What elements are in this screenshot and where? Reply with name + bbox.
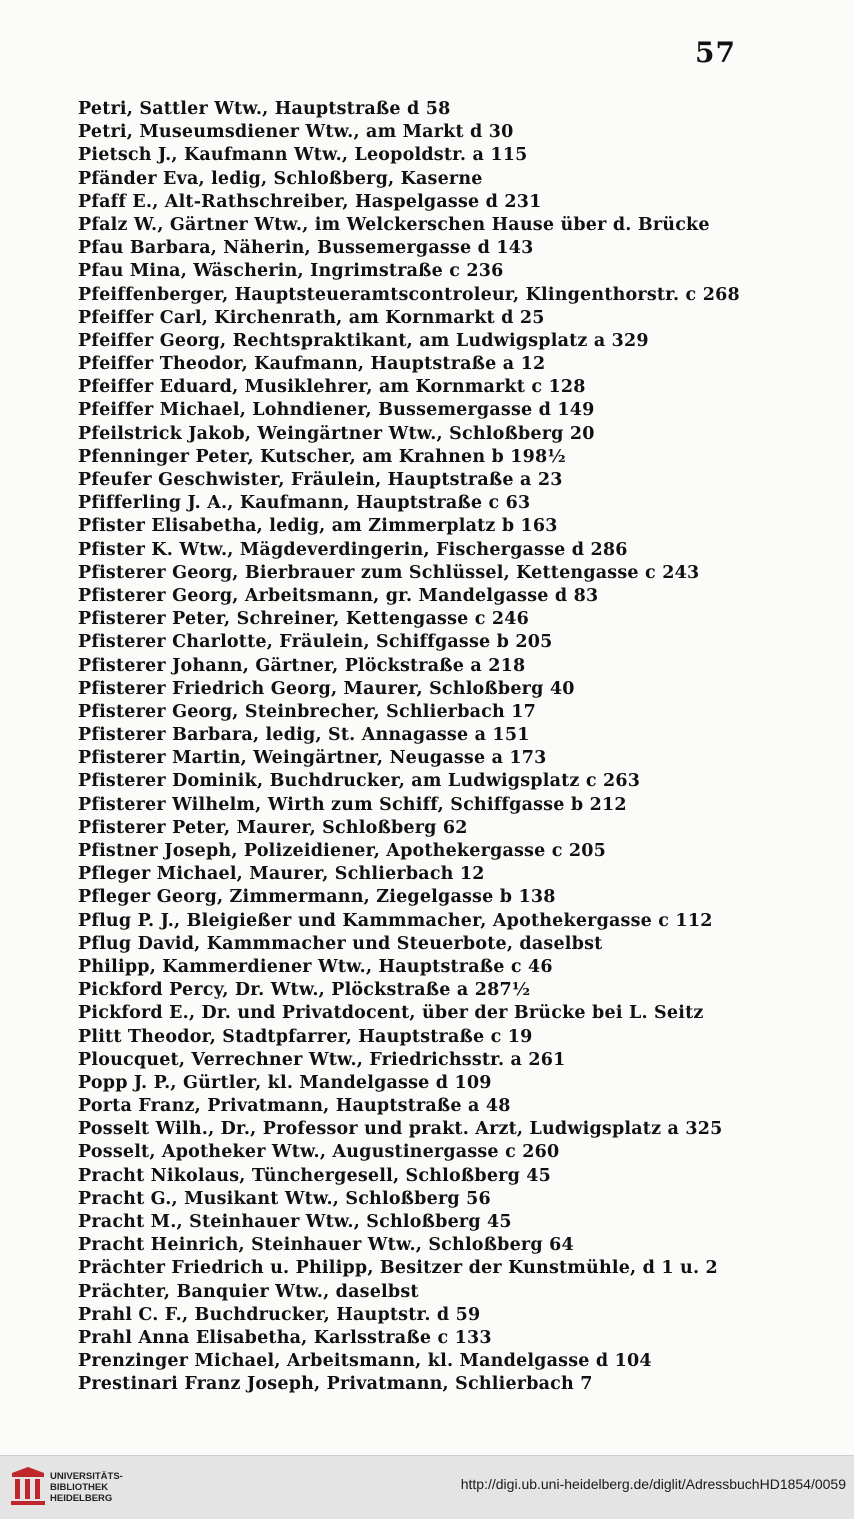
directory-entry: Pfisterer Georg, Bierbrauer zum Schlüssel, Kettengasse c 243 [78, 562, 700, 583]
directory-entry: Pfeufer Geschwister, Fräulein, Hauptstraße a 23 [78, 470, 563, 490]
directory-entry: Philipp, Kammerdiener Wtw., Hauptstraße c 46 [78, 956, 553, 977]
directory-entry: Pfeiffer Georg, Rechtspraktikant, am Ludwigsplatz a 329 [78, 330, 649, 351]
directory-entry: Pfaff E., Alt-Rathschreiber, Haspelgasse d 231 [78, 191, 542, 212]
directory-entry: Pfeiffenberger, Hauptsteueramtscontroleur, Klingenthorstr. c 268 [78, 284, 740, 305]
directory-entry: Prächter, Banquier Wtw., daselbst [78, 1281, 419, 1302]
directory-entry: Pfisterer Wilhelm, Wirth zum Schiff, Schiffgasse b 212 [78, 794, 627, 815]
directory-entry: Pfalz W., Gärtner Wtw., im Welckerschen Hause über d. Brücke [78, 214, 710, 235]
directory-entry: Pfisterer Georg, Steinbrecher, Schlierbach 17 [78, 701, 536, 722]
directory-entry: Prenzinger Michael, Arbeitsmann, kl. Mandelgasse d 104 [78, 1351, 652, 1372]
directory-entry: Pfisterer Barbara, ledig, St. Annagasse a 151 [78, 725, 530, 746]
directory-entry: Pfisterer Johann, Gärtner, Plöckstraße a 218 [78, 655, 526, 676]
directory-entry: Pfeiffer Theodor, Kaufmann, Hauptstraße a 12 [78, 354, 546, 375]
source-url-link[interactable]: http://digi.ub.uni-heidelberg.de/diglit/AdressbuchHD1854/0059 [460, 1476, 846, 1492]
library-name [50, 1471, 123, 1504]
directory-entry: Pfau Mina, Wäscherin, Ingrimstraße c 236 [78, 261, 504, 282]
directory-entry: Pfisterer Peter, Schreiner, Kettengasse c 246 [78, 609, 530, 630]
footer-bar [0, 1455, 854, 1519]
directory-entry: Porta Franz, Privatmann, Hauptstraße a 48 [78, 1096, 511, 1117]
directory-entry: Prahl C. F., Buchdrucker, Hauptstr. d 59 [78, 1304, 481, 1325]
directory-entry: Pickford Percy, Dr. Wtw., Plöckstraße a 287½ [78, 980, 531, 1001]
directory-entry: Petri, Sattler Wtw., Hauptstraße d 58 [78, 99, 451, 119]
directory-entry: Pfeiffer Eduard, Musiklehrer, am Kornmarkt c 128 [78, 377, 586, 398]
directory-entry: Pfeiffer Carl, Kirchenrath, am Kornmarkt d 25 [78, 307, 545, 328]
library-logo-icon[interactable] [8, 1465, 48, 1509]
library-name-line: UNIVERSITÄTS- [50, 1471, 123, 1482]
directory-entry: Pfisterer Georg, Arbeitsmann, gr. Mandelgasse d 83 [78, 585, 599, 606]
directory-entry: Pfeiffer Michael, Lohndiener, Bussemergasse d 149 [78, 400, 595, 421]
directory-entry: Petri, Museumsdiener Wtw., am Markt d 30 [78, 122, 514, 143]
directory-entry: Pracht M., Steinhauer Wtw., Schloßberg 45 [78, 1212, 512, 1232]
directory-entry: Prächter Friedrich u. Philipp, Besitzer der Kunstmühle, d 1 u. 2 [78, 1258, 718, 1279]
directory-entry: Pfisterer Charlotte, Fräulein, Schiffgasse b 205 [78, 632, 553, 653]
directory-entry: Pfleger Georg, Zimmermann, Ziegelgasse b 138 [78, 887, 556, 908]
directory-entry: Pietsch J., Kaufmann Wtw., Leopoldstr. a 115 [78, 145, 528, 166]
directory-entry: Pflug P. J., Bleigießer und Kammmacher, Apothekergasse c 112 [78, 910, 713, 931]
directory-entry: Posselt Wilh., Dr., Professor und prakt. Arzt, Ludwigsplatz a 325 [78, 1119, 723, 1140]
directory-entry: Pfisterer Dominik, Buchdrucker, am Ludwigsplatz c 263 [78, 771, 641, 792]
page-number: 57 [695, 36, 736, 69]
directory-entry: Pfifferling J. A., Kaufmann, Hauptstraße c 63 [78, 493, 531, 514]
directory-entry: Pfisterer Friedrich Georg, Maurer, Schloßberg 40 [78, 678, 575, 699]
directory-entry: Pfister K. Wtw., Mägdeverdingerin, Fischergasse d 286 [78, 539, 628, 560]
directory-entry: Pracht G., Musikant Wtw., Schloßberg 56 [78, 1188, 491, 1209]
directory-entries [78, 98, 746, 1397]
directory-entry: Plitt Theodor, Stadtpfarrer, Hauptstraße c 19 [78, 1026, 533, 1047]
directory-entry: Pickford E., Dr. und Privatdocent, über der Brücke bei L. Seitz [78, 1003, 704, 1024]
directory-entry: Pracht Nikolaus, Tünchergesell, Schloßberg 45 [78, 1165, 552, 1186]
directory-entry: Pfistner Joseph, Polizeidiener, Apothekergasse c 205 [78, 841, 606, 861]
library-name-line: HEIDELBERG [50, 1493, 113, 1504]
directory-entry: Pfleger Michael, Maurer, Schlierbach 12 [78, 864, 485, 885]
directory-entry: Pfister Elisabetha, ledig, am Zimmerplatz b 163 [78, 516, 558, 537]
directory-entry: Pfisterer Peter, Maurer, Schloßberg 62 [78, 817, 468, 838]
directory-entry: Pfau Barbara, Näherin, Bussemergasse d 143 [78, 238, 534, 259]
directory-entry: Pfenninger Peter, Kutscher, am Krahnen b 198½ [78, 446, 566, 467]
directory-entry: Pflug David, Kammmacher und Steuerbote, daselbst [78, 933, 603, 954]
directory-entry: Pracht Heinrich, Steinhauer Wtw., Schloßberg 64 [78, 1235, 574, 1256]
directory-entry: Ploucquet, Verrechner Wtw., Friedrichsstr. a 261 [78, 1049, 566, 1070]
directory-entry: Posselt, Apotheker Wtw., Augustinergasse c 260 [78, 1142, 560, 1163]
directory-entry: Prestinari Franz Joseph, Privatmann, Schlierbach 7 [78, 1374, 593, 1395]
directory-entry: Pfeilstrick Jakob, Weingärtner Wtw., Schloßberg 20 [78, 423, 595, 444]
directory-entry: Pfänder Eva, ledig, Schloßberg, Kaserne [78, 168, 483, 189]
directory-entry: Popp J. P., Gürtler, kl. Mandelgasse d 109 [78, 1072, 492, 1093]
directory-entry: Pfisterer Martin, Weingärtner, Neugasse a 173 [78, 748, 547, 769]
library-name-line: BIBLIOTHEK [50, 1482, 109, 1493]
directory-entry: Prahl Anna Elisabetha, Karlsstraße c 133 [78, 1327, 492, 1348]
